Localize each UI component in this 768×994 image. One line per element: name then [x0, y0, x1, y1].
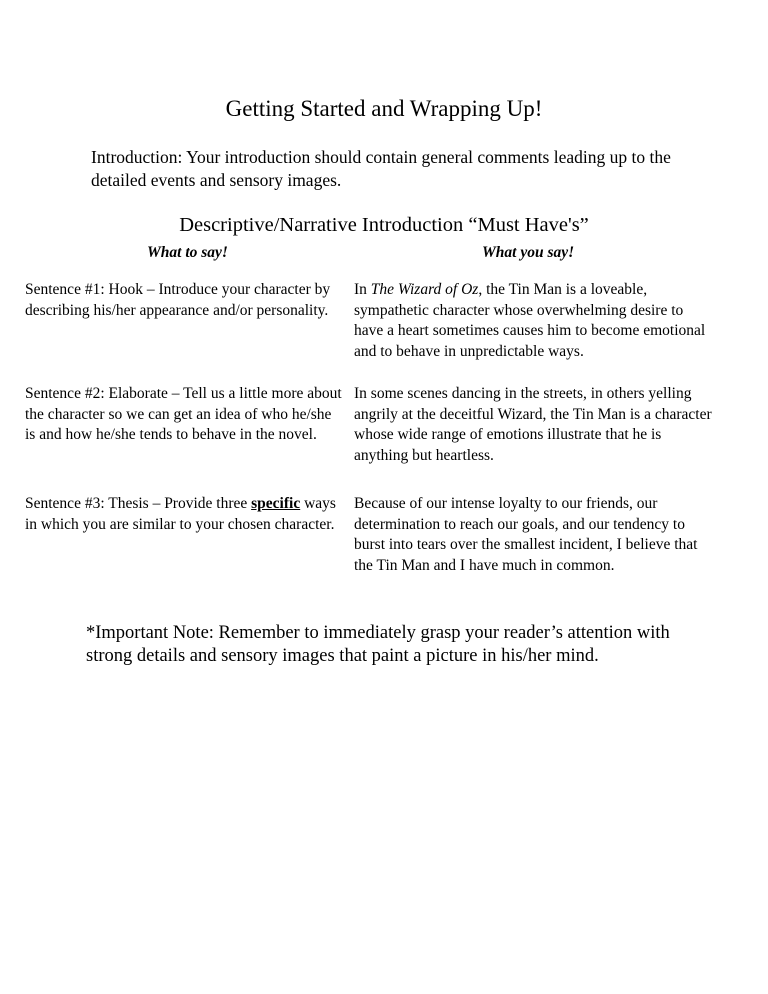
sentence-1-example [354, 280, 714, 362]
introduction-paragraph: Introduction: Your introduction should contain general comments leading up to the detailed events and sensory images. [91, 147, 671, 190]
example-text: , the Tin Man is a loveable, sympathetic character whose overwhelming desire to have a heart sometimes causes him to become emotional and to behave in unpredictable ways. [354, 281, 706, 360]
section-subtitle: Descriptive/Narrative Introduction “Must Have's” [179, 214, 589, 236]
example-text: In [354, 281, 371, 298]
instruction-text: Sentence #3: Thesis – Provide three [25, 495, 252, 512]
sentence-3-instruction [25, 494, 345, 535]
page-title: Getting Started and Wrapping Up! [225, 96, 543, 121]
book-title: The Wizard of Oz [370, 281, 479, 298]
sentence-2-example: In some scenes dancing in the streets, in others yelling angrily at the deceitful Wizard, the Tin Man is a character whose wide range of emotions illustrate that he is anything but heartless. [354, 385, 712, 464]
column-header-what-to-say: What to say! [147, 244, 228, 261]
important-note: *Important Note: Remember to immediately grasp your reader’s attention with strong details and sensory images that paint a picture in his/her mind. [86, 623, 670, 666]
column-header-what-you-say: What you say! [482, 244, 575, 261]
instruction-text: ways in which you are similar to your chosen character. [25, 495, 336, 533]
sentence-1-instruction: Sentence #1: Hook – Introduce your character by describing his/her appearance and/or personality. [25, 281, 331, 319]
sentence-2-instruction: Sentence #2: Elaborate – Tell us a little more about the character so we can get an idea of who he/she is and how he/she tends to behave in the novel. [25, 385, 342, 443]
emphasis-specific: specific [251, 495, 301, 512]
sentence-3-example: Because of our intense loyalty to our friends, our determination to reach our goals, and our tendency to burst into tears over the smallest incident, I believe that the Tin Man and I have much in common. [354, 495, 698, 574]
